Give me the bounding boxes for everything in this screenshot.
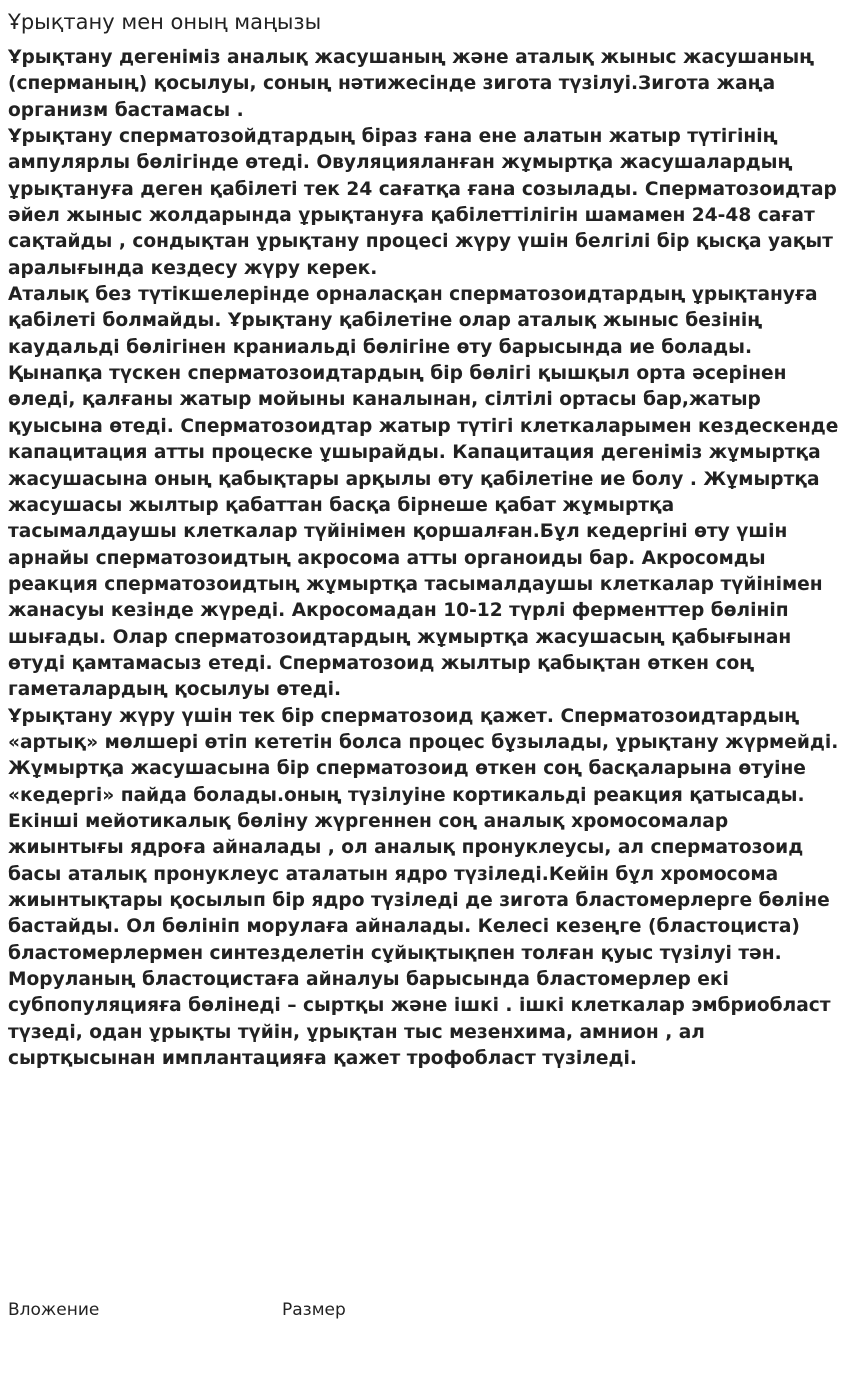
article-paragraph: Ұрықтану жүру үшін тек бір сперматозоид қажет. Сперматозоидтардың «артық» мөлшері өтіп кететін болса процес бұзылады, ұрықтану жүрмейді. (8, 705, 839, 753)
article-paragraph: Аталық без түтікшелерінде орналасқан сперматозоидтардың ұрықтануға қабілеті болмайды. Ұрықтану қабілетіне олар аталық жыныс безінің каудальді бөлігінен краниальді бөлігіне өту барысында ие болады. (8, 284, 818, 358)
article-paragraph: Ұрықтану дегеніміз аналық жасушаның және аталық жыныс жасушаның (сперманың) қосылуы, соның нәтижесінде зигота түзілуі.Зигота жаңа организм бастамасы . (8, 47, 815, 121)
attachment-name-column-header: Вложение (8, 1300, 100, 1320)
attachment-size-column-header: Размер (282, 1300, 346, 1320)
article-paragraph: Қынапқа түскен сперматозоидтардың бір бөлігі қышқыл орта әсерінен өледі, қалғаны жатыр мойыны каналынан, сілтілі ортасы бар,жатыр қуысына өтеді. Сперматозоидтар жатыр түтігі клеткаларымен кездескенде капацитация атты процеске ұшырайды. Капацитация дегеніміз жұмыртқа жасушасына оның қабықтары арқылы өту қабілетіне ие болу . Жұмыртқа жасушасы жылтыр қабаттан басқа бірнеше қабат жұмыртқа тасымалдаушы клеткалар түйінімен қоршалған.Бұл кедергіні өту үшін арнайы сперматозоидтың акросома атты органоиды бар. Акросомды реакция сперматозоидтың жұмыртқа тасымалдаушы клеткалар түйінімен жанасуы кезінде жүреді. Акросомадан 10-12 түрлі ферменттер бөлініп шығады. Олар сперматозоидтардың жұмыртқа жасушасың қабығынан өтуді қамтамасыз етеді. Сперматозоид жылтыр қабықтан өткен соң гаметалардың қосылуы өтеді. (8, 363, 839, 701)
attachments-table-header (8, 1297, 568, 1323)
article-paragraph: Ұрықтану сперматозойдтардың біраз ғана ене алатын жатыр түтігінің ампулярлы бөлігінде өтеді. Овуляцияланған жұмыртқа жасушалардың ұрықтануға деген қабілеті тек 24 сағатқа ғана созылады. Сперматозоидтар әйел жыныс жолдарында ұрықтануға қабілеттілігін шамамен 24-48 сағат сақтайды , сондықтан ұрықтану процесі жүру үшін белгілі бір қысқа уақыт аралығында кездесу жүру керек. (8, 126, 837, 279)
article-body (8, 45, 839, 1072)
page-title: Ұрықтану мен оның маңызы (8, 10, 322, 34)
article-paragraph: Жұмыртқа жасушасына бір сперматозоид өткен соң басқаларына өтуіне «кедергі» пайда болады.оның түзілуіне кортикальді реакция қатысады. Екінші мейотикалық бөліну жүргеннен соң аналық хромосомалар жиынтығы ядроға айналады , ол аналық пронуклеусы, ал сперматозоид басы аталық пронуклеус аталатын ядро түзіледі.Кейін бұл хромосома жиынтықтары қосылып бір ядро түзіледі де зигота бластомерлерге бөліне бастайды. Ол бөлініп морулаға айналады. Келесі кезеңге (бластоциста) бластомерлермен синтезделетін сұйықтықпен толған қуыс түзілуі тән. Моруланың бластоцистаға айналуы барысында бластомерлер екі субпопуляцияға бөлінеді – сыртқы және ішкі . ішкі клеткалар эмбриобласт түзеді, одан ұрықты түйін, ұрықтан тыс мезенхима, амнион , ал сыртқысынан имплантацияға қажет трофобласт түзіледі. (8, 758, 831, 1070)
